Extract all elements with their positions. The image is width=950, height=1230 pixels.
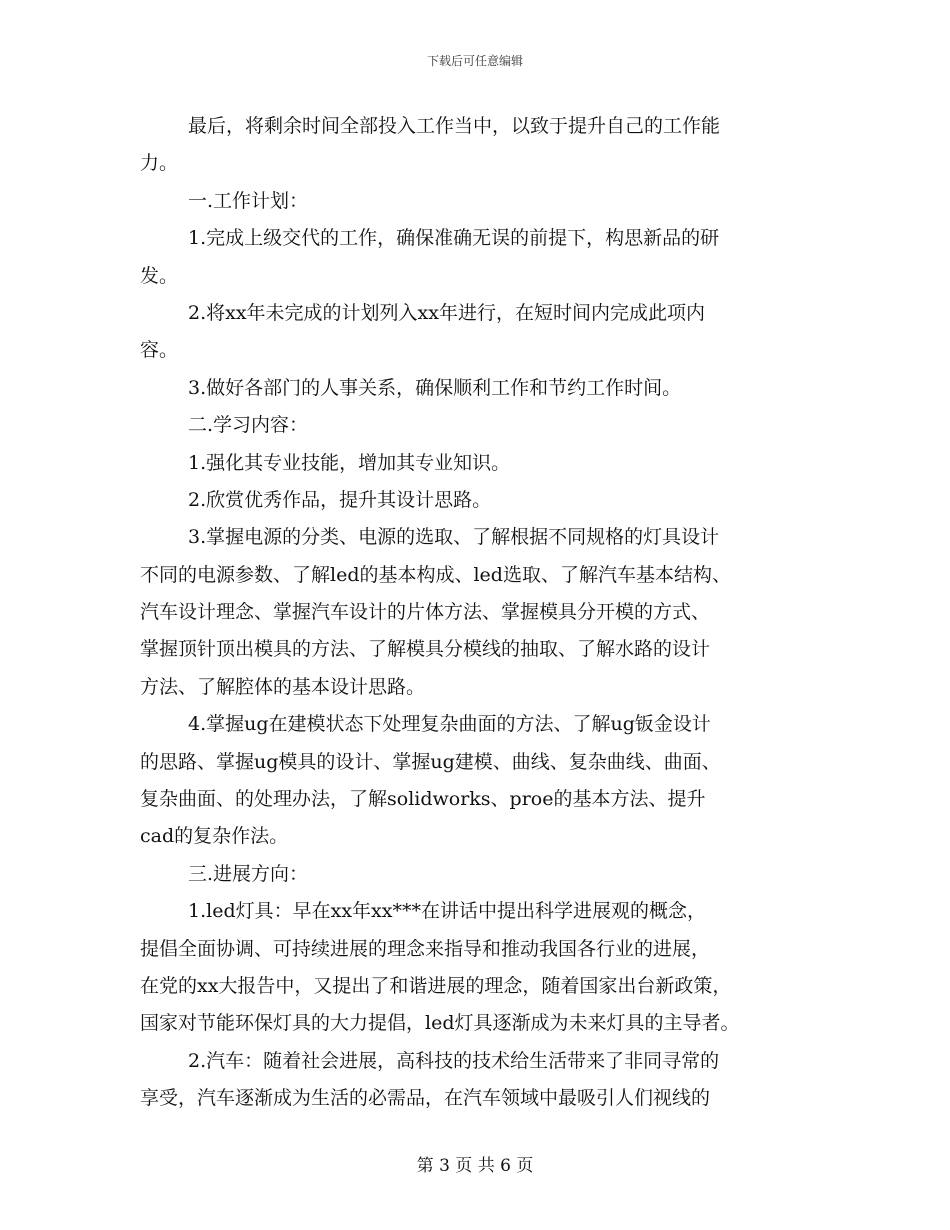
text-line: 提倡全面协调、可持续进展的理念来指导和推动我国各行业的进展，	[140, 937, 711, 960]
text-line: 3.做好各部门的人事关系，确保顺利工作和节约工作时间。	[188, 376, 682, 399]
text-line: 发。	[140, 264, 179, 287]
section-heading: 三.进展方向：	[188, 862, 309, 885]
text-line: 力。	[140, 152, 179, 175]
text-line: 汽车设计理念、掌握汽车设计的片体方法、掌握模具分开模的方式、	[140, 601, 711, 624]
text-line: 1.完成上级交代的工作，确保准确无误的前提下，构思新品的研	[188, 227, 720, 250]
text-line: cad的复杂作法。	[140, 825, 289, 848]
text-line: 2.将xx年未完成的计划列入xx年进行，在短时间内完成此项内	[188, 301, 705, 324]
text-line: 国家对节能环保灯具的大力提倡，led灯具逐渐成为未来灯具的主导者。	[140, 1012, 740, 1035]
text-line: 掌握顶针顶出模具的方法、了解模具分模线的抽取、了解水路的设计	[140, 638, 711, 661]
text-line: 3.掌握电源的分类、电源的选取、了解根据不同规格的灯具设计	[188, 526, 720, 549]
text-line: 2.汽车：随着社会进展，高科技的技术给生活带来了非同寻常的	[188, 1049, 720, 1072]
document-body	[140, 108, 830, 1118]
text-line: 方法、了解腔体的基本设计思路。	[140, 675, 426, 698]
text-line: 1.强化其专业技能，增加其专业知识。	[188, 451, 511, 474]
text-line: 享受，汽车逐渐成为生活的必需品，在汽车领域中最吸引人们视线的	[140, 1087, 711, 1110]
section-heading: 一.工作计划：	[188, 189, 309, 212]
page-footer: 第 3 页 共 6 页	[416, 1156, 534, 1176]
text-line: 容。	[140, 339, 179, 362]
text-line: 1.led灯具：早在xx年xx***在讲话中提出科学进展观的概念，	[188, 900, 706, 923]
page-header: 下载后可任意编辑	[426, 54, 523, 68]
text-line: 复杂曲面、的处理办法，了解solidworks、proe的基本方法、提升	[140, 788, 706, 811]
text-line: 最后，将剩余时间全部投入工作当中，以致于提升自己的工作能	[188, 115, 721, 137]
text-line: 2.欣赏优秀作品，提升其设计思路。	[188, 488, 492, 511]
section-heading: 二.学习内容：	[188, 414, 309, 437]
text-line: 4.掌握ug在建模状态下处理复杂曲面的方法、了解ug钣金设计	[188, 713, 711, 736]
text-line: 的思路、掌握ug模具的设计、掌握ug建模、曲线、复杂曲线、曲面、	[140, 750, 721, 773]
text-line: 在党的xx大报告中，又提出了和谐进展的理念，随着国家出台新政策，	[140, 974, 732, 997]
text-line: 不同的电源参数、了解led的基本构成、led选取、了解汽车基本结构、	[140, 563, 731, 586]
